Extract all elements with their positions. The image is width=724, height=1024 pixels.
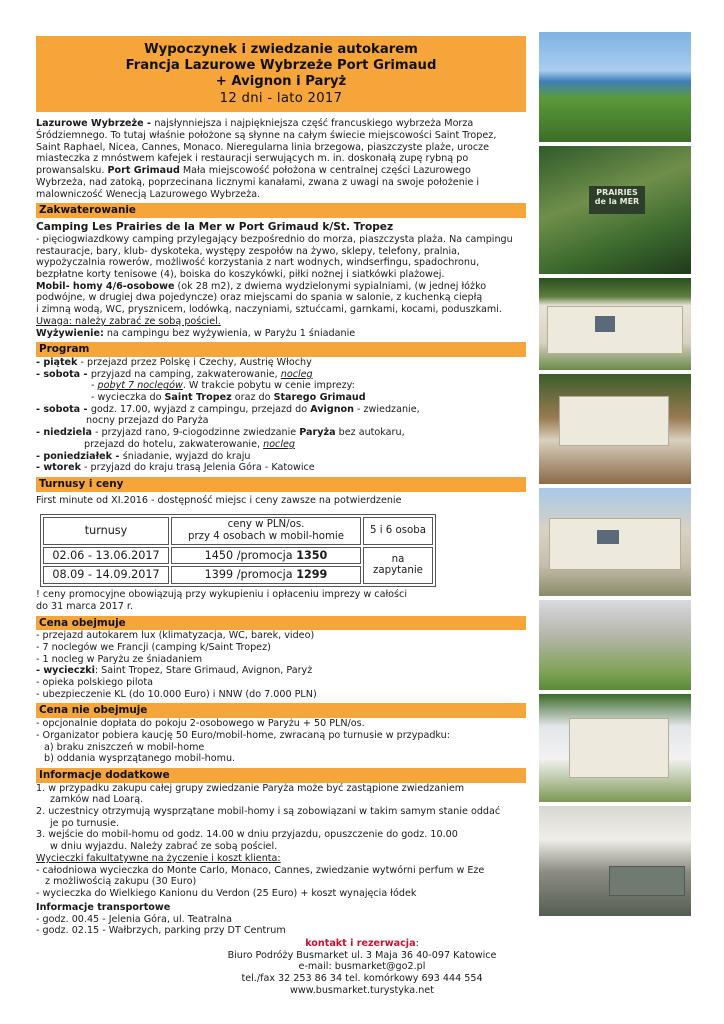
contact-email: e-mail: busmarket@go2.pl [298, 961, 426, 973]
interior-photo [539, 806, 691, 916]
section-heading-info: Informacje dodatkowe [36, 768, 526, 783]
window-shape [595, 316, 615, 332]
program-text: przyjazd na camping, zakwaterowanie, [90, 368, 281, 380]
contact-heading: kontakt i rezerwacja [305, 938, 416, 949]
included-item: : Saint Tropez, Stare Grimaud, Avignon, Paryż [94, 665, 313, 677]
program-text: Starego Grimaud [273, 392, 366, 404]
window-shape [597, 530, 619, 544]
camp-text: bezpłatne korty tenisowe (4), boiska do koszykówki, piłki nożnej i siatkówki plażowej. [36, 269, 445, 281]
program-text: - przyjazd rano, 9-ciogodzinne zwiedzanie [91, 427, 300, 439]
title-line-1: Wypoczynek i zwiedzanie autokarem [144, 42, 418, 57]
camp-text: (ok 28 m2), z dwiema wydzielonymi sypialniami, (w jednej łóżko [174, 280, 487, 292]
intro-text: miasteczka z mnóstwem kafejek i restauracji serwujących m. in. doskonałą zupę rybną po [36, 153, 469, 165]
intro-text: Mała miejscowość położona w centralnej części Lazurowego [179, 165, 471, 177]
program-text: - przyjazd do kraju trasą Jelenia Góra - Katowice [80, 462, 315, 474]
intro-text: Wybrzeża, nad zatoką, poprzecinana licznymi kanałami, zwana z uwagi na swoje położenie i [36, 176, 480, 188]
contact-phone: tel./fax 32 253 86 34 tel. komórkowy 693 444 554 [241, 973, 483, 985]
contact-address: Biuro Podróży Busmarket ul. 3 Maja 36 40-097 Katowice [227, 949, 497, 961]
program-text: - przejazd przez Polskę i Czechy, Austrię Włochy [77, 356, 312, 368]
table-shape [609, 866, 685, 896]
program-text: śniadanie, wyjazd do kraju [122, 450, 251, 462]
camp-text: restauracje, bary, klub- dyskoteka, występy zespołów na żywo, sklepy, telefony, pralnia, [36, 245, 461, 257]
info-item: 2. uczestnicy otrzymują wysprzątane mobil-homy i są zobowiązani w takim samym stanie oddać [36, 806, 501, 817]
promo-price: 1299 [296, 568, 328, 582]
transport-stop: - godz. 02.15 - Wałbrzych, parking przy DT Centrum [36, 925, 286, 937]
main-content [36, 36, 526, 900]
included-item: - opieka polskiego pilota [36, 677, 154, 688]
included-item: - ubezpieczenie KL (do 10.000 Euro) i NNW (do 7.000 PLN) [36, 688, 317, 700]
coast-photo [539, 32, 691, 142]
section-heading-included: Cena obejmuje [36, 616, 526, 631]
info-item: w dniu wyjazdu. Należy zabrać ze sobą pościel. [50, 841, 278, 853]
contact-block [36, 938, 688, 997]
excluded-item: - opcjonalnie dopłata do pokoju 2-osobowego w Paryżu + 50 PLN/os. [36, 718, 365, 730]
table-header-line: ceny w PLN/os. [227, 519, 305, 531]
section-heading-prices: Turnusy i ceny [36, 477, 526, 492]
info-item: zamków nad Loarą. [50, 794, 144, 806]
on-request: zapytanie [373, 565, 423, 577]
contact-colon: : [415, 938, 419, 949]
intro-text: Śródziemnego. To tutaj właśnie położone są słynne na całym świecie miejscowości Saint Tropez, [36, 130, 497, 142]
program-day: - sobota - [36, 403, 91, 415]
table-cell [171, 566, 361, 584]
table-cell [363, 547, 433, 584]
mobile-home-label: Mobil- homy 4/6-osobowe [36, 280, 175, 292]
program-text: - zwiedzanie, [353, 403, 420, 415]
program-text: nocleg [280, 368, 313, 380]
first-minute-note: First minute od XI.2016 - dostępność miejsc i ceny zawsze na potwierdzenie [36, 494, 402, 506]
excluded-item: - Organizator pobiera kaucję 50 Euro/mobil-home, zwracaną po turnusie w przypadku: [36, 729, 450, 741]
table-header: 5 i 6 osoba [363, 517, 433, 544]
program-text: bez autokaru, [335, 427, 405, 439]
camping-sign [589, 186, 645, 214]
title-line-3: + Avignon i Paryż [215, 74, 347, 90]
camping-sign-photo [539, 146, 691, 274]
terrace-photo [539, 374, 691, 484]
camp-text: podwójne, w drugiej dwa pojedyncze) oraz miejscami do spania w salonie, z kuchenką ciepłą [36, 292, 483, 304]
photo-column [539, 32, 691, 920]
table-cell [171, 547, 361, 565]
program-text: . W trakcie pobytu w cenie imprezy: [182, 380, 355, 392]
included-item: - wycieczki [36, 665, 95, 677]
program-day: - poniedziałek - [36, 450, 123, 462]
intro-paragraph [36, 118, 526, 200]
included-item: - 7 noclegów we Francji (camping k/Saint Tropez) [36, 641, 271, 653]
title-line-2: Francja Lazurowe Wybrzeże Port Grimaud [125, 58, 437, 74]
program-day: - niedziela [36, 427, 92, 439]
title-subtitle: 12 dni - lato 2017 [219, 91, 343, 107]
section-heading-program: Program [36, 342, 526, 357]
optional-trip: z możliwością zakupu (30 Euro) [45, 876, 197, 888]
price-value: 1450 /promocja [204, 548, 297, 562]
table-header [171, 517, 361, 544]
optional-trips-title: Wycieczki fakultatywne na życzenie i koszt klienta: [36, 852, 281, 864]
bedding-note: Uwaga: należy zabrać ze sobą pościel. [36, 315, 221, 327]
contact-website: www.busmarket.turystyka.net [290, 984, 434, 996]
promo-price: 1350 [296, 548, 328, 562]
included-item: - przejazd autokarem lux (klimatyzacja, WC, barek, video) [36, 630, 315, 642]
mobile-home-shape [547, 306, 683, 354]
camp-text: wypożyczalnia rowerów, możliwość korzystania z nart wodnych, windserfingu, spadochronu, [36, 257, 480, 269]
excluded-item: b) oddania wysprzątanego mobil-homu. [44, 753, 236, 765]
camp-title: Camping Les Prairies de la Mer w Port Grimaud k/St. Tropez [36, 220, 394, 233]
sign-text: PRAIRIES [596, 188, 638, 197]
info-item: je po turnusie. [50, 817, 120, 829]
program-text: godz. 17.00, wyjazd z campingu, przejazd do [90, 403, 311, 415]
promo-note: ! ceny promocyjne obowiązują przy wykupieniu i opłaceniu imprezy w całości [36, 589, 407, 601]
intro-text: najsłynniejsza i najpiękniejsza część francuskiego wybrzeża Morza [154, 118, 474, 130]
table-row [43, 517, 433, 544]
intro-lead: Lazurowe Wybrzeże - [36, 118, 155, 130]
program-text: nocny przejazd do Paryża [86, 415, 209, 427]
program-text: Paryża [299, 427, 336, 439]
section-heading-excluded: Cena nie obejmuje [36, 703, 526, 718]
mobile-home-photo [539, 694, 691, 802]
mobile-home-photo [539, 488, 691, 596]
mobile-home-shape [569, 718, 669, 778]
info-item: 1. w przypadku zakupu całej grupy zwiedzanie Paryża może być zastąpione zwiedzaniem [36, 782, 465, 794]
program-text: Saint Tropez [164, 392, 232, 404]
included-item: - 1 nocleg w Paryżu ze śniadaniem [36, 653, 203, 665]
intro-text: prowansalsku. [36, 165, 108, 177]
camp-row-photo [539, 600, 691, 690]
sign-text: de la MER [594, 196, 640, 206]
program-text: Avignon [310, 403, 354, 415]
camp-text: i zimną wodą, WC, prysznicem, lodówką, naczyniami, sztućcami, garnkami, kocami, poduszkami. [36, 304, 502, 316]
optional-trip: - wycieczka do Wielkiego Kanionu du Verdon (25 Euro) + koszt wynajęcia łódek [36, 887, 417, 899]
program-day: - piątek [36, 356, 78, 368]
mobile-home-shape [549, 518, 681, 570]
price-table [40, 514, 436, 587]
mobile-home-photo [539, 278, 691, 370]
intro-text: malowniczość Wenecją Lazurowego Wybrzeża. [36, 188, 261, 200]
program-day: - wtorek [36, 462, 81, 474]
program-text: - [91, 380, 98, 392]
food-label: Wyżywienie: [36, 327, 104, 339]
transport-heading: Informacje transportowe [36, 902, 171, 913]
promo-note: do 31 marca 2017 r. [36, 600, 134, 612]
program-text: nocleg [263, 438, 295, 450]
program-text: - wycieczka do [91, 392, 165, 404]
excluded-item: a) braku zniszczeń w mobil-home [44, 741, 205, 753]
table-header: turnusy [43, 517, 169, 544]
mobile-home-shape [559, 396, 669, 446]
table-cell: 02.06 - 13.06.2017 [43, 547, 169, 565]
program-day: - sobota - [36, 368, 91, 380]
intro-text: Saint Raphael, Nicea, Cannes, Monaco. Nieregularna linia brzegowa, piaszczyste plaże, urocze [36, 141, 490, 153]
food-text: na campingu bez wyżywienia, w Paryżu 1 śniadanie [103, 327, 356, 339]
camp-text: - pięciogwiazdkowy camping przylegający bezpośrednio do morza, piaszczysta plaża. Na campingu [36, 233, 513, 245]
transport-stop: - godz. 00.45 - Jelenia Góra, ul. Teatralna [36, 913, 232, 925]
program-text: oraz do [231, 392, 274, 404]
port-grimaud-label: Port Grimaud [107, 165, 180, 177]
optional-trip: - całodniowa wycieczka do Monte Carlo, Monaco, Cannes, zwiedzanie wytwórni perfum w Eze [36, 864, 485, 876]
table-row [43, 547, 433, 565]
program-text: pobyt 7 noclegów [97, 380, 183, 392]
section-heading-accommodation: Zakwaterowanie [36, 203, 526, 218]
transport-info [36, 902, 336, 937]
info-item: 3. wejście do mobil-homu od godz. 14.00 w dniu przyjazdu, opuszczenie do godz. 10.00 [36, 829, 458, 841]
table-header-line: przy 4 osobach w mobil-homie [187, 531, 344, 543]
program-text: przejazd do hotelu, zakwaterowanie, [84, 438, 264, 450]
title-banner [36, 36, 526, 112]
on-request: na [391, 553, 405, 565]
price-value: 1399 /promocja [204, 568, 297, 582]
table-cell: 08.09 - 14.09.2017 [43, 566, 169, 584]
